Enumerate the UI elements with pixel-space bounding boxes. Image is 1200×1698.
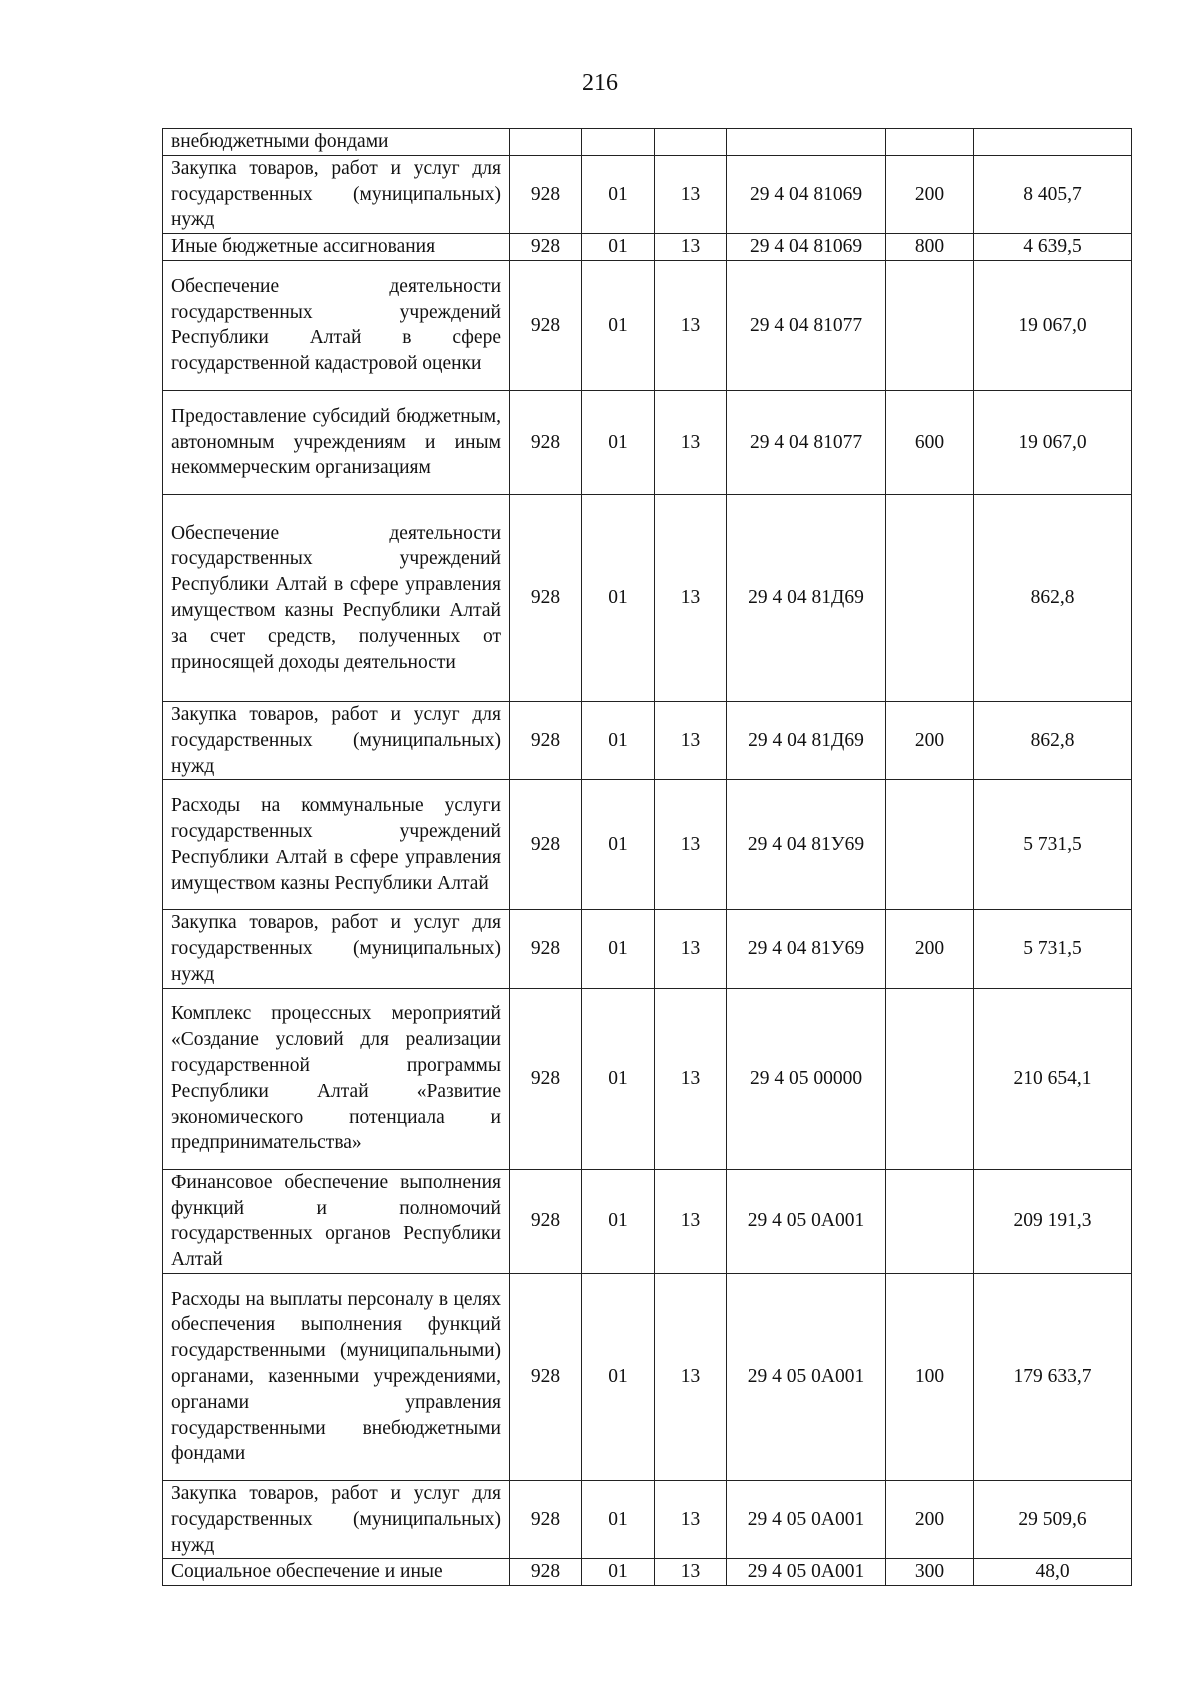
target-article-cell: 29 4 05 0А001 (727, 1480, 886, 1558)
grbs-code-cell: 928 (510, 260, 582, 390)
section-code-cell: 01 (582, 1559, 655, 1586)
amount-cell: 19 067,0 (974, 260, 1132, 390)
table-row (163, 129, 1132, 156)
amount-cell: 5 731,5 (974, 780, 1132, 910)
expense-name-cell: Закупка товаров, работ и услуг для государственных (муниципальных) нужд (163, 155, 510, 233)
table-row (163, 390, 1132, 494)
subsection-code-cell: 13 (655, 155, 727, 233)
table-row (163, 1480, 1132, 1558)
grbs-code-cell: 928 (510, 701, 582, 779)
section-code-cell: 01 (582, 260, 655, 390)
expense-name-cell: Предоставление субсидий бюджетным, автономным учреждениям и иным некоммерческим организациям (163, 390, 510, 494)
expense-type-cell: 800 (886, 234, 974, 261)
expense-type-cell: 200 (886, 155, 974, 233)
table-row (163, 988, 1132, 1169)
expense-type-cell: 100 (886, 1273, 974, 1480)
expense-type-cell (886, 780, 974, 910)
expense-name-cell: внебюджетными фондами (163, 129, 510, 156)
amount-cell: 29 509,6 (974, 1480, 1132, 1558)
expense-type-cell: 600 (886, 390, 974, 494)
amount-cell: 862,8 (974, 701, 1132, 779)
subsection-code-cell: 13 (655, 701, 727, 779)
section-code-cell: 01 (582, 390, 655, 494)
table-row (163, 780, 1132, 910)
expense-type-cell (886, 494, 974, 701)
subsection-code-cell: 13 (655, 1559, 727, 1586)
grbs-code-cell: 928 (510, 494, 582, 701)
expense-type-cell (886, 1169, 974, 1273)
table-row (163, 155, 1132, 233)
amount-cell: 19 067,0 (974, 390, 1132, 494)
budget-table-body (163, 129, 1132, 1586)
subsection-code-cell: 13 (655, 910, 727, 988)
target-article-cell: 29 4 05 0А001 (727, 1273, 886, 1480)
table-row (163, 701, 1132, 779)
grbs-code-cell: 928 (510, 988, 582, 1169)
expense-name-cell: Финансовое обеспечение выполнения функций и полномочий государственных органов Республики Алтай (163, 1169, 510, 1273)
target-article-cell: 29 4 04 81У69 (727, 780, 886, 910)
budget-table (162, 128, 1132, 1586)
grbs-code-cell: 928 (510, 234, 582, 261)
expense-name-cell: Закупка товаров, работ и услуг для государственных (муниципальных) нужд (163, 701, 510, 779)
target-article-cell: 29 4 05 0А001 (727, 1559, 886, 1586)
section-code-cell: 01 (582, 1273, 655, 1480)
section-code-cell: 01 (582, 910, 655, 988)
grbs-code-cell (510, 129, 582, 156)
section-code-cell: 01 (582, 780, 655, 910)
subsection-code-cell: 13 (655, 1480, 727, 1558)
section-code-cell: 01 (582, 494, 655, 701)
section-code-cell: 01 (582, 988, 655, 1169)
target-article-cell: 29 4 04 81Д69 (727, 494, 886, 701)
expense-name-cell: Обеспечение деятельности государственных учреждений Республики Алтай в сфере управления имуществом казны Республики Алтай за счет средств, полученных от приносящей доходы деятельности (163, 494, 510, 701)
amount-cell: 210 654,1 (974, 988, 1132, 1169)
section-code-cell (582, 129, 655, 156)
table-row (163, 1169, 1132, 1273)
table-row (163, 1273, 1132, 1480)
expense-type-cell (886, 260, 974, 390)
amount-cell: 4 639,5 (974, 234, 1132, 261)
grbs-code-cell: 928 (510, 780, 582, 910)
grbs-code-cell: 928 (510, 1559, 582, 1586)
grbs-code-cell: 928 (510, 155, 582, 233)
expense-type-cell (886, 988, 974, 1169)
subsection-code-cell: 13 (655, 494, 727, 701)
section-code-cell: 01 (582, 1169, 655, 1273)
expense-name-cell: Социальное обеспечение и иные (163, 1559, 510, 1586)
grbs-code-cell: 928 (510, 910, 582, 988)
expense-name-cell: Закупка товаров, работ и услуг для государственных (муниципальных) нужд (163, 910, 510, 988)
table-row (163, 234, 1132, 261)
expense-type-cell: 200 (886, 910, 974, 988)
target-article-cell (727, 129, 886, 156)
target-article-cell: 29 4 05 0А001 (727, 1169, 886, 1273)
grbs-code-cell: 928 (510, 1169, 582, 1273)
page-number: 216 (582, 70, 618, 96)
target-article-cell: 29 4 04 81077 (727, 260, 886, 390)
target-article-cell: 29 4 05 00000 (727, 988, 886, 1169)
table-row (163, 494, 1132, 701)
table-row (163, 910, 1132, 988)
amount-cell: 48,0 (974, 1559, 1132, 1586)
amount-cell: 8 405,7 (974, 155, 1132, 233)
expense-name-cell: Расходы на выплаты персоналу в целях обеспечения выполнения функций государственными (муниципальными) органами, казенными учреждениями, органами управления государственными внебюджетными фондами (163, 1273, 510, 1480)
grbs-code-cell: 928 (510, 1480, 582, 1558)
expense-name-cell: Иные бюджетные ассигнования (163, 234, 510, 261)
expense-name-cell: Комплекс процессных мероприятий «Создание условий для реализации государственной программы Республики Алтай «Развитие экономического потенциала и предпринимательства» (163, 988, 510, 1169)
subsection-code-cell: 13 (655, 1273, 727, 1480)
expense-name-cell: Расходы на коммунальные услуги государственных учреждений Республики Алтай в сфере управления имуществом казны Республики Алтай (163, 780, 510, 910)
subsection-code-cell (655, 129, 727, 156)
subsection-code-cell: 13 (655, 780, 727, 910)
amount-cell: 179 633,7 (974, 1273, 1132, 1480)
target-article-cell: 29 4 04 81Д69 (727, 701, 886, 779)
expense-type-cell: 300 (886, 1559, 974, 1586)
target-article-cell: 29 4 04 81077 (727, 390, 886, 494)
table-row (163, 1559, 1132, 1586)
target-article-cell: 29 4 04 81069 (727, 234, 886, 261)
subsection-code-cell: 13 (655, 988, 727, 1169)
subsection-code-cell: 13 (655, 260, 727, 390)
expense-type-cell (886, 129, 974, 156)
amount-cell: 862,8 (974, 494, 1132, 701)
target-article-cell: 29 4 04 81069 (727, 155, 886, 233)
amount-cell: 5 731,5 (974, 910, 1132, 988)
expense-name-cell: Обеспечение деятельности государственных учреждений Республики Алтай в сфере государственной кадастровой оценки (163, 260, 510, 390)
amount-cell: 209 191,3 (974, 1169, 1132, 1273)
subsection-code-cell: 13 (655, 1169, 727, 1273)
section-code-cell: 01 (582, 234, 655, 261)
section-code-cell: 01 (582, 1480, 655, 1558)
expense-type-cell: 200 (886, 701, 974, 779)
subsection-code-cell: 13 (655, 390, 727, 494)
section-code-cell: 01 (582, 701, 655, 779)
section-code-cell: 01 (582, 155, 655, 233)
grbs-code-cell: 928 (510, 1273, 582, 1480)
expense-type-cell: 200 (886, 1480, 974, 1558)
grbs-code-cell: 928 (510, 390, 582, 494)
table-row (163, 260, 1132, 390)
amount-cell (974, 129, 1132, 156)
target-article-cell: 29 4 04 81У69 (727, 910, 886, 988)
subsection-code-cell: 13 (655, 234, 727, 261)
expense-name-cell: Закупка товаров, работ и услуг для государственных (муниципальных) нужд (163, 1480, 510, 1558)
